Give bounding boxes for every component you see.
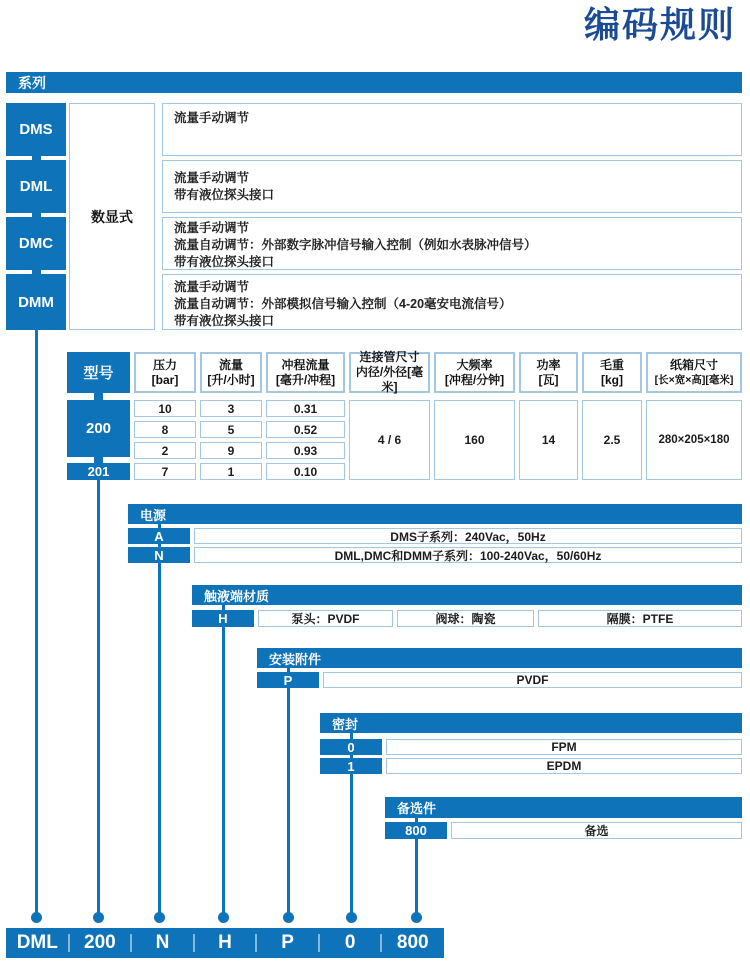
code-segment-mounting: P — [256, 928, 319, 958]
col-name: 纸箱尺寸 — [669, 357, 718, 372]
mounting-connector-dot — [283, 912, 294, 923]
code-segment-seal: 0 — [319, 928, 382, 958]
col-header-frequency — [434, 352, 515, 393]
material-key-h: H — [192, 610, 254, 627]
cell-pipe-size: 4 / 6 — [349, 400, 430, 480]
power-section-header: 电源 — [128, 504, 742, 524]
col-header-pipe — [349, 352, 430, 393]
desc-line: 流量手动调节 — [174, 111, 250, 125]
series-key-dmc: DMC — [6, 217, 66, 270]
power-connector-dot — [154, 912, 165, 923]
col-header-weight — [582, 352, 642, 393]
seal-section-header: 密封 — [320, 713, 742, 733]
mounting-value: PVDF — [323, 672, 742, 688]
series-type-cell: 数显式 — [69, 103, 155, 330]
seal-key-1: 1 — [320, 758, 382, 774]
mounting-connector-line — [287, 658, 290, 913]
cell-frequency: 160 — [434, 400, 515, 480]
power-value-n: DML,DMC和DMM子系列：100-240Vac，50/60Hz — [194, 547, 742, 563]
cell-weight: 2.5 — [582, 400, 642, 480]
desc-line: 带有液位探头接口 — [174, 188, 275, 202]
cell-power: 14 — [519, 400, 578, 480]
col-name: 功率 — [536, 357, 561, 372]
col-unit: [毫升/冲程] — [275, 372, 336, 387]
material-value-valve-ball: 阀球：陶瓷 — [397, 610, 534, 627]
model-key-200: 200 — [67, 400, 130, 457]
col-header-pressure — [134, 352, 196, 393]
seal-connector-dot — [346, 912, 357, 923]
col-name: 毛重 — [599, 357, 624, 372]
power-key-n: N — [128, 547, 190, 563]
col-header-stroke — [266, 352, 345, 393]
desc-line: 流量自动调节：外部数字脉冲信号输入控制（例如水表脉冲信号） — [174, 238, 537, 252]
col-name: 冲程流量 — [281, 357, 330, 372]
material-value-diaphragm: 隔膜：PTFE — [538, 610, 742, 627]
cell-stroke: 0.52 — [266, 421, 345, 438]
code-bar — [6, 928, 444, 958]
code-segment-series: DML — [16, 932, 58, 953]
code-segment-model: 200 — [69, 928, 132, 958]
desc-line: 流量手动调节 — [174, 280, 250, 294]
col-unit: [长×宽×高][毫米] — [654, 373, 734, 386]
seal-value-fpm: FPM — [386, 739, 742, 755]
model-key-header: 型号 — [67, 352, 130, 393]
cell-flow: 3 — [200, 400, 262, 417]
options-section-header: 备选件 — [385, 797, 742, 818]
cell-stroke: 0.10 — [266, 463, 345, 480]
series-connector-line — [35, 330, 38, 913]
material-connector-dot — [218, 912, 229, 923]
cell-stroke: 0.31 — [266, 400, 345, 417]
col-unit: [kg] — [601, 372, 623, 387]
desc-line: 流量手动调节 — [174, 171, 250, 185]
model-key-201: 201 — [67, 463, 130, 480]
desc-line: 带有液位探头接口 — [174, 314, 275, 328]
code-segment-material: H — [194, 928, 257, 958]
col-name: 流量 — [218, 357, 243, 372]
cell-pressure: 10 — [134, 400, 196, 417]
col-header-flow — [200, 352, 262, 393]
cell-flow: 9 — [200, 442, 262, 459]
power-connector-line — [158, 514, 161, 913]
col-name: 连接管尺寸 — [359, 350, 420, 364]
model-connector-line — [97, 480, 100, 913]
power-key-a: A — [128, 528, 190, 544]
series-section-header: 系列 — [6, 72, 742, 93]
col-unit: 内径/外径[毫米] — [355, 365, 424, 394]
desc-line: 带有液位探头接口 — [174, 255, 275, 269]
material-value-pump-head: 泵头：PVDF — [258, 610, 393, 627]
mounting-key-p: P — [257, 672, 319, 688]
col-name: 压力 — [152, 357, 177, 372]
seal-value-epdm: EPDM — [386, 758, 742, 774]
series-desc-dms — [162, 103, 742, 156]
options-key-800: 800 — [385, 822, 447, 839]
cell-carton-size: 280×205×180 — [646, 400, 742, 480]
series-desc-dml — [162, 160, 742, 213]
col-unit: [升/小时] — [207, 372, 255, 387]
desc-line: 流量自动调节：外部模拟信号输入控制（4-20毫安电流信号） — [174, 297, 512, 311]
material-connector-line — [222, 595, 225, 913]
cell-pressure: 7 — [134, 463, 196, 480]
power-value-a: DMS子系列：240Vac，50Hz — [194, 528, 742, 544]
series-key-dmm: DMM — [6, 274, 66, 330]
mounting-section-header: 安装附件 — [257, 648, 742, 668]
cell-pressure: 2 — [134, 442, 196, 459]
material-section-header: 触液端材质 — [192, 585, 742, 605]
cell-flow: 5 — [200, 421, 262, 438]
cell-stroke: 0.93 — [266, 442, 345, 459]
series-key-dms: DMS — [6, 103, 66, 156]
options-value: 备选 — [451, 822, 742, 839]
series-key-dml: DML — [6, 160, 66, 213]
col-unit: [bar] — [151, 372, 179, 387]
col-unit: [瓦] — [538, 372, 559, 387]
col-unit: [冲程/分钟] — [444, 372, 505, 387]
seal-key-0: 0 — [320, 739, 382, 755]
desc-line: 流量手动调节 — [174, 221, 250, 235]
col-header-power — [519, 352, 578, 393]
model-connector-dot — [93, 912, 104, 923]
series-desc-dmc — [162, 217, 742, 270]
col-header-carton — [646, 352, 742, 393]
series-connector-dot — [31, 912, 42, 923]
code-segment-option: 800 — [381, 928, 444, 958]
options-connector-dot — [411, 912, 422, 923]
page-title: 编码规则 — [583, 4, 736, 45]
cell-flow: 1 — [200, 463, 262, 480]
code-segment-power: N — [131, 928, 194, 958]
series-desc-dmm — [162, 274, 742, 330]
cell-pressure: 8 — [134, 421, 196, 438]
col-name: 大频率 — [456, 357, 493, 372]
